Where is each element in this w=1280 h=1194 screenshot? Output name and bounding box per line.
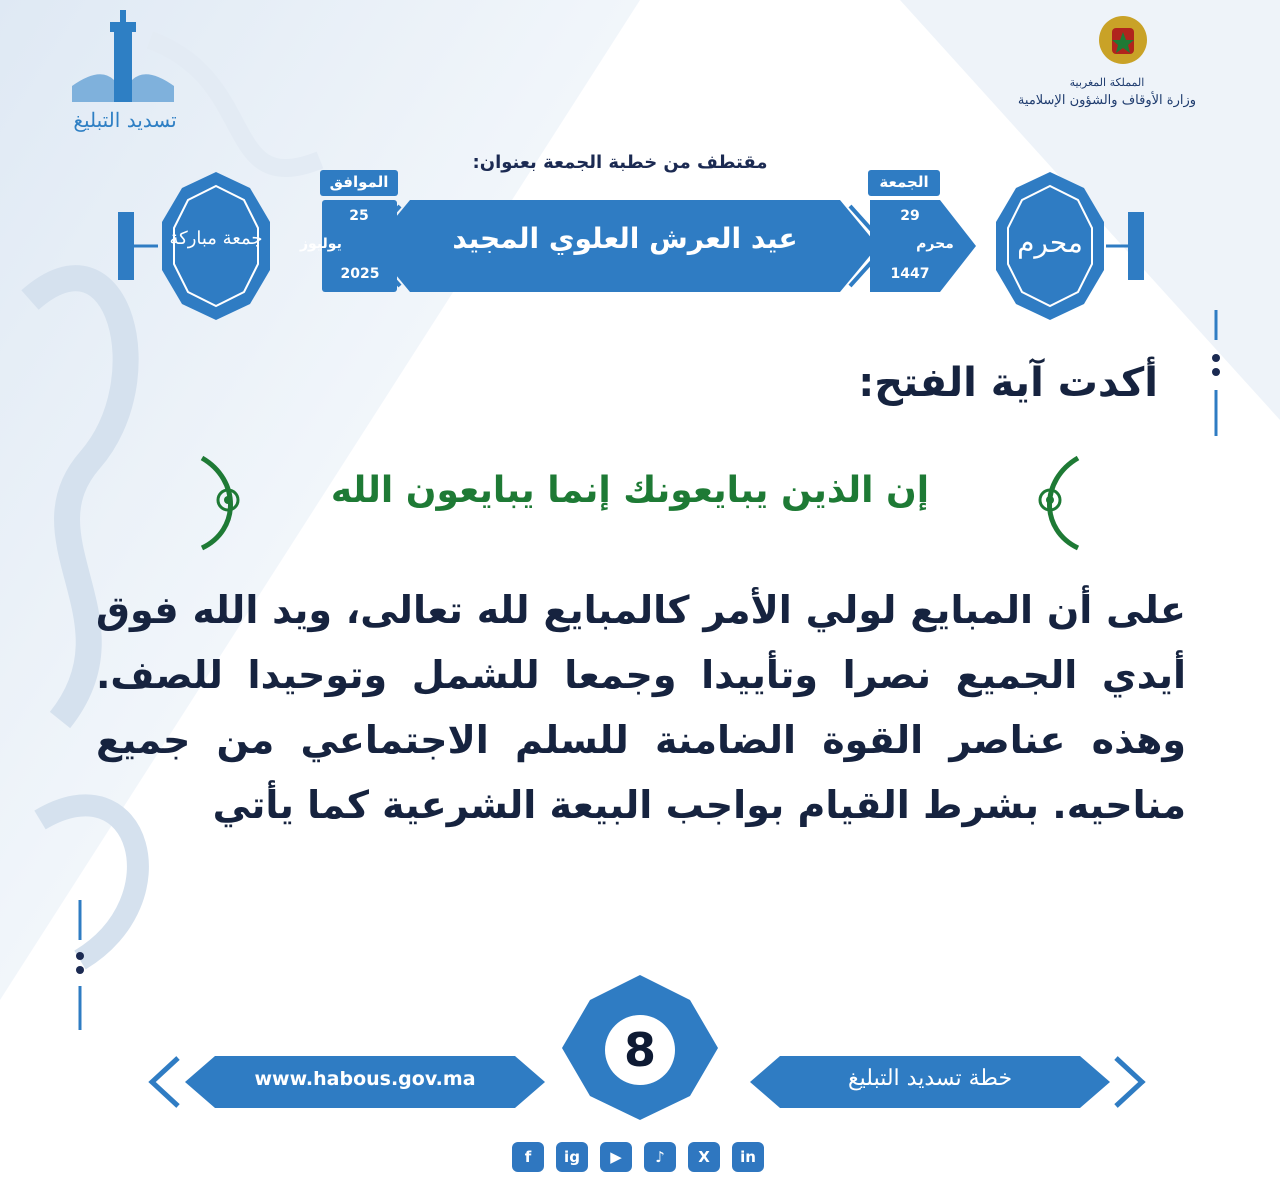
- hijri-label: الجمعة: [879, 173, 929, 191]
- page-number: [570, 1015, 710, 1085]
- youtube-icon[interactable]: ▶: [600, 1142, 632, 1172]
- hijri-year: 1447: [890, 266, 930, 282]
- hijri-month: محرم: [916, 236, 954, 252]
- sermon-title: عيد العرش العلوي المجيد: [452, 222, 798, 255]
- facebook-icon[interactable]: f: [512, 1142, 544, 1172]
- quran-verse: إن الذين يبايعونك إنما يبايعون الله: [330, 470, 930, 511]
- sermon-body: على أن المبايع لولي الأمر كالمبايع لله تعالى، ويد الله فوق أيدي الجميع نصرا وتأييدا وجمعا للشمل وتوحيدا للصف. وهذه عناصر القوة الضامنة للسلم الاجتماعي من جميع مناحيه. بشرط القيام بواجب البيعة الشرعية كما يأتي: [96, 588, 1186, 827]
- hijri-day: 29: [900, 208, 920, 224]
- gregorian-year: 2025: [340, 266, 380, 282]
- page-number-value: 8: [605, 1015, 675, 1085]
- instagram-icon[interactable]: ig: [556, 1142, 588, 1172]
- gregorian-day: 25: [349, 208, 369, 224]
- gregorian-badge-text: جمعة مباركة: [169, 228, 263, 249]
- website-link[interactable]: www.habous.gov.ma: [254, 1068, 476, 1090]
- gregorian-month: يوليوز: [300, 236, 342, 252]
- tiktok-icon[interactable]: ♪: [644, 1142, 676, 1172]
- ministry-label: وزارة الأوقاف والشؤون الإسلامية: [1017, 93, 1197, 108]
- gregorian-label: الموافق: [329, 173, 389, 191]
- kingdom-label: المملكة المغربية: [1069, 76, 1145, 89]
- social-links: [512, 1142, 764, 1172]
- excerpt-label: مقتطف من خطبة الجمعة بعنوان:: [472, 152, 768, 173]
- hijri-badge-text: محرم: [1017, 226, 1083, 259]
- emblem-icon: [1099, 16, 1147, 64]
- plan-label: خطة تسديد التبليغ: [847, 1066, 1013, 1091]
- linkedin-icon[interactable]: in: [732, 1142, 764, 1172]
- section-heading: أكدت آية الفتح:: [858, 360, 1158, 406]
- logo-caption: تسديد التبليغ: [73, 108, 177, 132]
- x-icon[interactable]: X: [688, 1142, 720, 1172]
- ministry-name: [1012, 76, 1202, 108]
